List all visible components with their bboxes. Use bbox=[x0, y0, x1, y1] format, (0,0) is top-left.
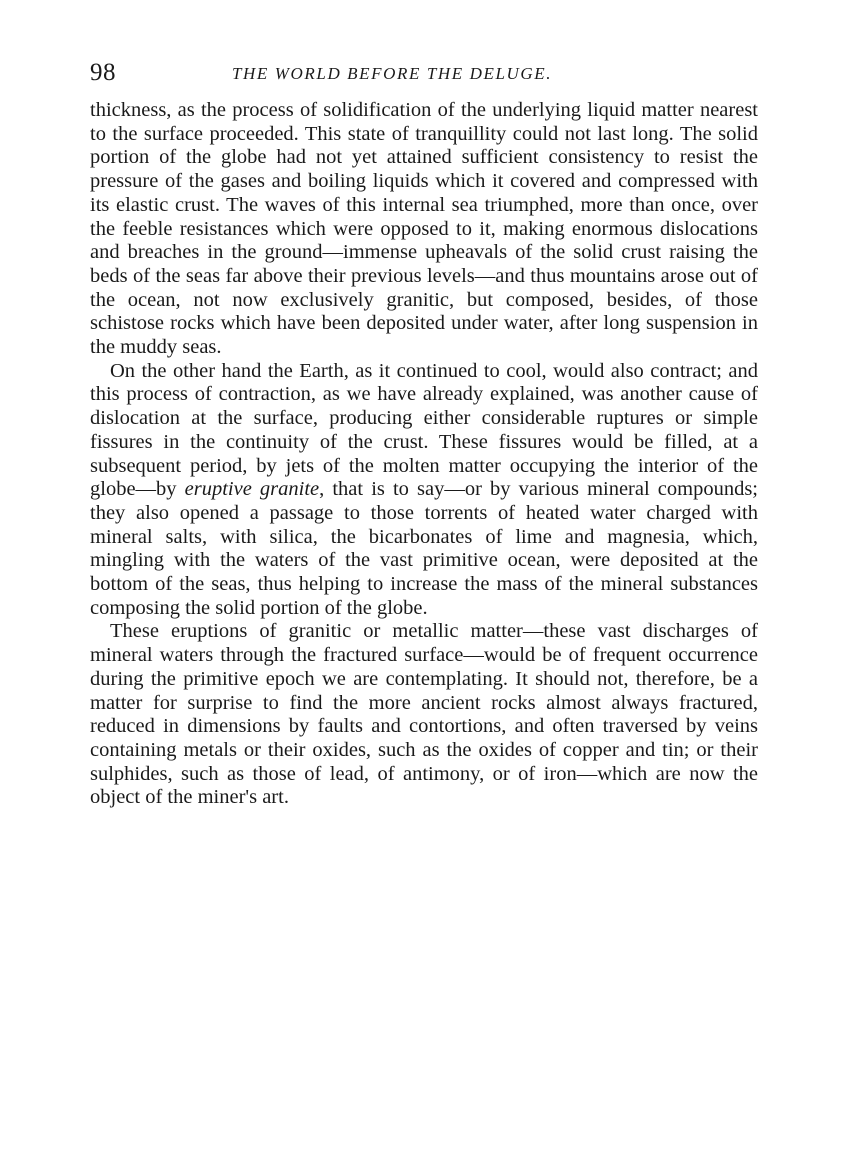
paragraph-3 bbox=[90, 620, 758, 810]
paragraph-1 bbox=[90, 99, 758, 360]
page-number: 98 bbox=[90, 59, 116, 86]
body-text bbox=[90, 99, 758, 810]
italic-term-eruptive-granite: eruptive granite bbox=[184, 478, 320, 501]
paragraph-2 bbox=[90, 360, 758, 621]
running-title: THE WORLD BEFORE THE DELUGE. bbox=[232, 64, 553, 83]
paragraph-1-text: thickness, as the process of solidification of the underlying liquid matter nearest to the surface proceeded. This state of tranquillity could not last long. The solid portion of the globe had not yet attained sufficient consistency to resist the pressure of the gases and boiling liquids which it covered and compressed with its elastic crust. The waves of this internal sea triumphed, more than once, over the feeble resistances which were opposed to it, making enormous dislocations and breaches in the ground—immense upheavals of the solid crust raising the beds of the seas far above their previous levels—and thus mountains arose out of the ocean, not now exclusively granitic, but composed, besides, of those schistose rocks which have been deposited under water, after long suspension in the muddy seas. bbox=[90, 99, 758, 359]
paragraph-3-text: These eruptions of granitic or metallic matter—these vast discharges of mineral waters through the fractured surface—would be of frequent occurrence during the primitive epoch we are contemplating. It should not, therefore, be a matter for surprise to find the more ancient rocks almost always fractured, reduced in dimensions by faults and contortions, and often traversed by veins containing metals or their oxides, such as the oxides of copper and tin; or their sulphides, such as those of lead, of antimony, or of iron—which are now the object of the miner's art. bbox=[90, 620, 758, 809]
paragraph-2-text-end: , that is to say—or by various mineral compounds; they also opened a passage to those torrents of heated water charged with mineral salts, with silica, the bicarbonates of lime and magnesia, which, mingling with the waters of the vast primitive ocean, were deposited at the bottom of the seas, thus helping to increase the mass of the mineral substances composing the solid portion of the globe. bbox=[90, 478, 758, 619]
paragraph-2-text-start: On the other hand the Earth, as it continued to cool, would also contract; and this process of contraction, as we have already explained, was another cause of dislocation at the surface, producing either considerable ruptures or simple fissures in the continuity of the crust. These fissures would be filled, at a subsequent period, by jets of the molten matter occupying the interior of the globe—by bbox=[90, 359, 758, 501]
running-head bbox=[90, 58, 758, 88]
